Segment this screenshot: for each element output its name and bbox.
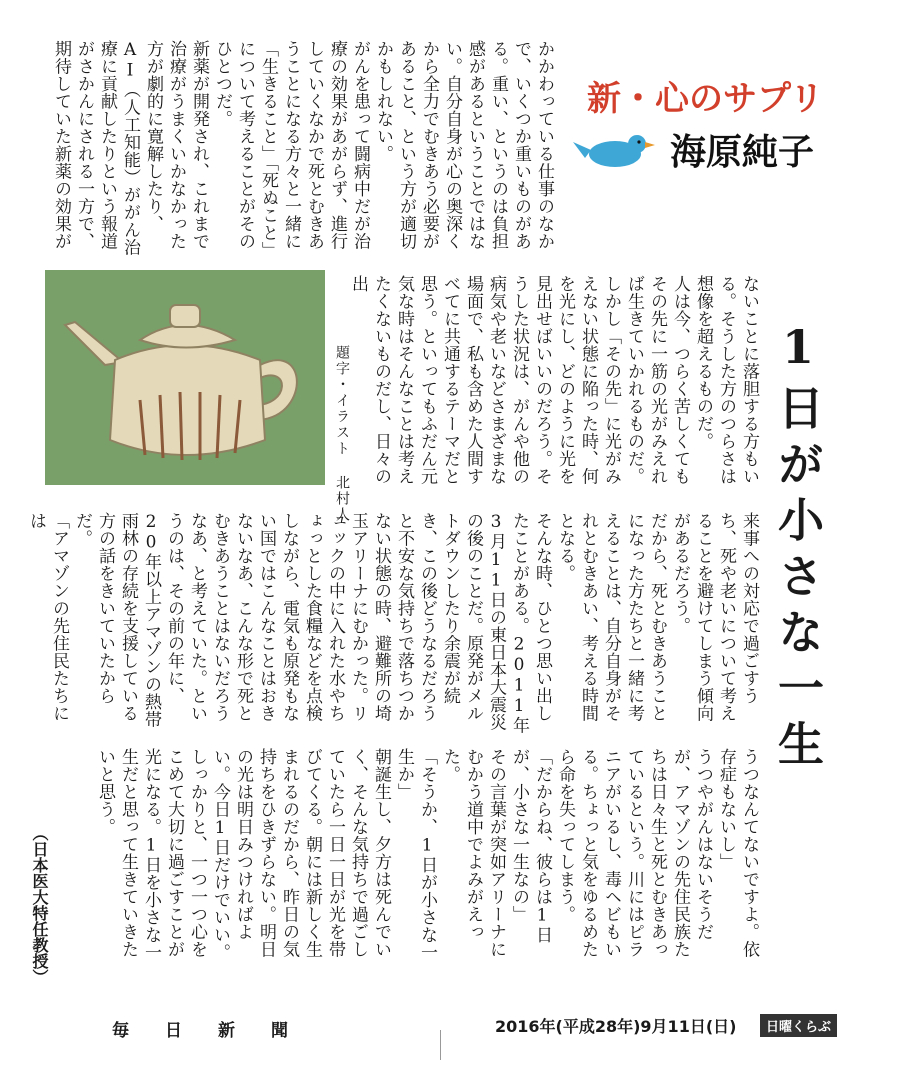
author-name: 海原純子 (670, 132, 815, 173)
series-title-text: 新・心のサプリ (587, 79, 824, 119)
footer-divider (440, 1030, 441, 1060)
article-column-bottom-right: うつなんてないですよ。依存症もないし」 うつやがんはないそうだが、アマゾンの先住民族たちは日々生と死とむきあっているという。川にはピラニアがいるし、毒ヘビもいる。ちょっと気をゆるめたら命を失ってしまう。 「だからね、彼らは1日が、小さな一生なの」 その言葉が突如アリーナにむかう道中でよみがえった。 「そうか、1日が小さな一生か」 朝誕生し、夕方は死んでいく、そんな気持ちで過ごしていたら一日一日が光を帯びてくる。朝には新しく生まれるのだから、昨日の気持ちをひきずらない。明日の光は明日みつければよい。今日1日だけでいい。しっかりと、一つ一つ心をこめて大切に過ごすことが光になる。1日を小さな一生だと思って生きていきたいと思う。 (95, 748, 759, 961)
bird-icon (573, 135, 655, 167)
illustration-credit: 題字・イラスト 北村人 (334, 345, 350, 523)
article-column-bottom-left: 来事への対応で過ごすうち、死や老いについて考えることを避けてしまう傾向があるだろう。 だから、死とむきあうことになった方たちと一緒に考えることは、自分自身がそれとむきあい、考える時間となる。 そんな時、ひとつ思い出したことがある。2011年3月11日の東日本大震災の後のことだ。原発がメルトダウンしたり余震が続き、この後どうなるだろうと不安な気持ちで落ちつかない状態の時、避難所の埼玉アリーナにむかった。リュックの中に入れた水やちょっとした食糧などを点検しながら、電気も原発もない国ではこんなことはおきないなあ、こんな形で死とむきあうことはないだろうなあ、と考えていた。というのは、その前の年に、20年以上アマゾンの熱帯雨林の存続を支援している方の話をきいていたからだ。 「アマゾンの先住民たちには (26, 512, 759, 734)
teapot-illustration (45, 270, 325, 485)
article-column-top: かかわっている仕事のなかで、いくつか重いものがある。重い、というのは負担感があるということではない。自分自身が心の奥深くから全力でむきあう必要があること、という方が適切かもしれない。 がんを患って闘病中だが治療の効果があがらず、進行していくなかで死とむきあうことになる方々と一緒に「生きること」「死ぬこと」について考えることがそのひとつだ。 新薬が開発され、これまで治療がうまくいかなかった方が劇的に寛解したり、AI（人工知能）ががん治療に貢献したりという報道がさかんにされる一方で、期待していた新薬の効果が (51, 40, 554, 259)
article-headline: 1日が小さな一生 (771, 320, 825, 776)
article-column-middle: ないことに落胆する方もいる。そうした方のつらさは想像を超えるものだ。 人は今、つらく苦しくてもその先に一筋の光がみえれば生きていかれるものだ。しかし「その先」に光がみえない状態に陥った時、何を光にし、どのように光を見出せばいいのだろう。そうした状況は、がんや他の病気や老いなどさまざまな場面で、私も含めた人間すべてに共通するテーマだと思う。といってもふだん元気な時はそんなことは考えたくないものだし、日々の出 (348, 275, 759, 485)
section-badge: 日曜くらぶ (760, 1014, 837, 1037)
author-affiliation: （日本医大特任教授） (30, 825, 49, 985)
series-title-graphic (545, 62, 870, 172)
newspaper-name: 毎日新聞 (112, 1021, 324, 1041)
publication-date: 2016年(平成28年)9月11日(日) (495, 1017, 737, 1036)
series-title-block (545, 62, 870, 172)
